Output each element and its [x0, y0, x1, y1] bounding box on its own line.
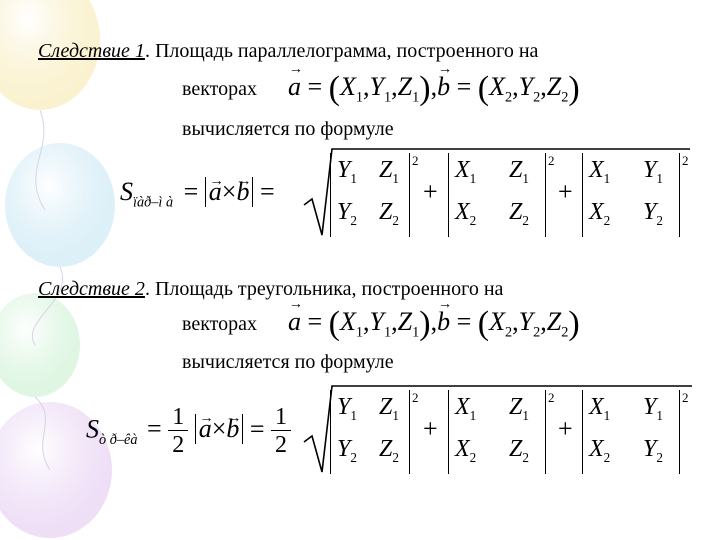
corollary-1-text: . Площадь параллелограмма, построенного на — [144, 40, 539, 62]
corollary-2-formula: $S_{ò ð-êà}$ = $\frac{1}{2}$ → a×→ b = $\frac{1}{2}$ $Y_1$ $Z_1$ $Y_2$ $Z_2$ 2 + $X_1$ $Z_1$ $X_2$ $Z_2$ 2 + $X_1$ $Y_1$ $X_2$ $Y_2$ 2 — [86, 384, 696, 476]
corollary-1-label: Следствие 1 — [38, 40, 145, 62]
corollary-1-vector-definitions: → $a = (X_1,Y_1,Z_1),\to b = (X_2,Y_2,Z_2)$ — [288, 70, 580, 108]
corollary-2-heading — [38, 277, 503, 301]
corollary-1-computed-text: вычисляется по формуле — [182, 118, 394, 140]
corollary-1-formula: $S_{ïàð-ì à}$ = → a×→ b = $Y_1$ $Z_1$ $Y_2$ $Z_2$ 2 + $X_1$ $Z_1$ $X_2$ $Z_2$ 2 + $X_1$ $Y_1$ $X_2$ $Y_2$ 2 — [120, 147, 690, 239]
corollary-2-computed-text: вычисляется по формуле — [182, 351, 394, 373]
corollary-2-vector-definitions: → $a = (X_1,Y_1,Z_1),\to b = (X_2,Y_2,Z_2)$ — [288, 305, 580, 343]
corollary-2-label: Следствие 2 — [38, 278, 145, 300]
corollary-2-text: . Площадь треугольника, построенного на — [144, 278, 504, 300]
corollary-1-heading — [38, 39, 538, 63]
corollary-2-vectors-word: векторах — [182, 313, 258, 335]
corollary-1-vectors-word: векторах — [182, 78, 258, 100]
